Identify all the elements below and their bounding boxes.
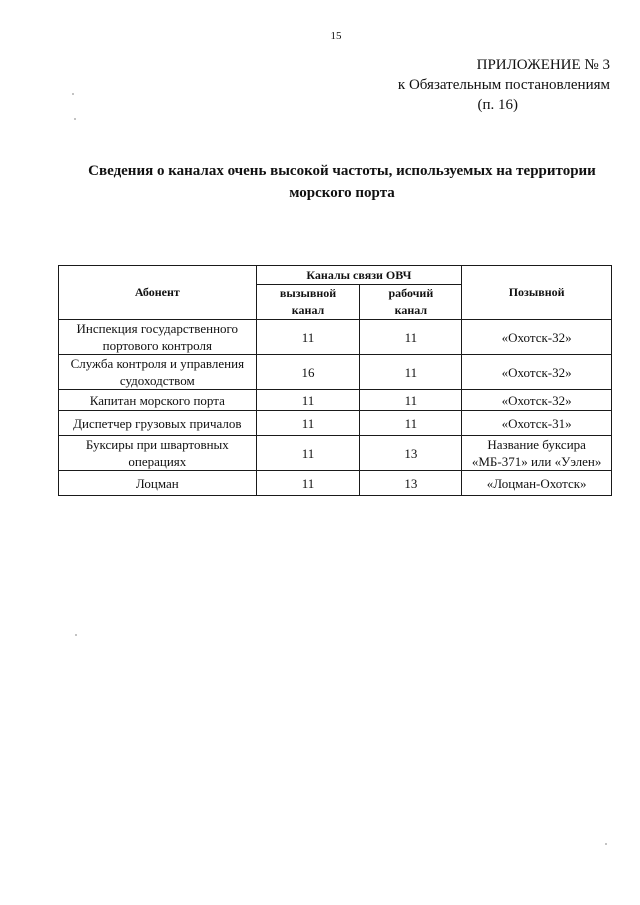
cell-text-line: портового контроля — [102, 338, 212, 353]
page-number: 15 — [330, 30, 342, 42]
document-title — [60, 160, 624, 204]
cell-working-channel: 11 — [360, 390, 462, 411]
vhf-channels-table — [58, 265, 612, 496]
cell-working-channel: 11 — [360, 320, 462, 355]
header-working-channel-line: канал — [394, 303, 428, 317]
cell-subscriber: Капитан морского порта — [59, 390, 257, 411]
cell-text-line: Служба контроля и управления — [70, 356, 245, 371]
cell-working-channel: 13 — [360, 471, 462, 496]
cell-calling-channel: 11 — [256, 390, 360, 411]
document-title-line: морского порта — [289, 185, 395, 201]
cell-callsign — [462, 436, 612, 471]
appendix-reference: (п. 16) — [477, 97, 518, 113]
cell-calling-channel: 11 — [256, 471, 360, 496]
cell-working-channel: 11 — [360, 411, 462, 436]
cell-callsign: «Охотск-32» — [462, 320, 612, 355]
table-row — [59, 411, 612, 436]
header-working-channel-line: рабочий — [388, 286, 434, 300]
cell-text-line: «МБ-371» или «Уэлен» — [471, 454, 602, 469]
cell-subscriber — [59, 355, 257, 390]
appendix-title: ПРИЛОЖЕНИЕ № 3 — [476, 57, 610, 73]
header-callsign: Позывной — [462, 266, 612, 320]
cell-calling-channel: 11 — [256, 320, 360, 355]
document-title-line: Сведения о каналах очень высокой частоты, используемых на территории — [88, 163, 596, 179]
cell-callsign: «Охотск-31» — [462, 411, 612, 436]
cell-working-channel: 11 — [360, 355, 462, 390]
cell-working-channel: 13 — [360, 436, 462, 471]
header-calling-channel-line: вызывной — [279, 286, 337, 300]
table-row — [59, 471, 612, 496]
cell-text-line: судоходством — [119, 373, 195, 388]
header-subscriber: Абонент — [59, 266, 257, 320]
table-row — [59, 390, 612, 411]
cell-subscriber: Лоцман — [59, 471, 257, 496]
cell-text-line: операциях — [128, 454, 187, 469]
cell-callsign: «Лоцман-Охотск» — [462, 471, 612, 496]
appendix-header — [398, 55, 610, 115]
scan-speck — [72, 93, 74, 95]
cell-callsign: «Охотск-32» — [462, 390, 612, 411]
appendix-subtitle: к Обязательным постановлениям — [397, 77, 610, 93]
header-working-channel — [360, 285, 462, 320]
scan-speck — [74, 118, 76, 120]
scan-speck — [75, 634, 77, 636]
cell-calling-channel: 11 — [256, 411, 360, 436]
cell-text-line: Название буксира — [487, 437, 586, 452]
cell-subscriber: Диспетчер грузовых причалов — [59, 411, 257, 436]
cell-subscriber — [59, 436, 257, 471]
cell-subscriber — [59, 320, 257, 355]
cell-text-line: Инспекция государственного — [76, 321, 239, 336]
header-calling-channel-line: канал — [291, 303, 325, 317]
table-row — [59, 355, 612, 390]
scan-speck — [605, 843, 607, 845]
table-row — [59, 436, 612, 471]
cell-text-line: Буксиры при швартовных — [85, 437, 229, 452]
cell-calling-channel: 11 — [256, 436, 360, 471]
cell-callsign: «Охотск-32» — [462, 355, 612, 390]
table-row — [59, 320, 612, 355]
cell-calling-channel: 16 — [256, 355, 360, 390]
header-calling-channel — [256, 285, 360, 320]
header-vhf-channels: Каналы связи ОВЧ — [256, 266, 462, 285]
